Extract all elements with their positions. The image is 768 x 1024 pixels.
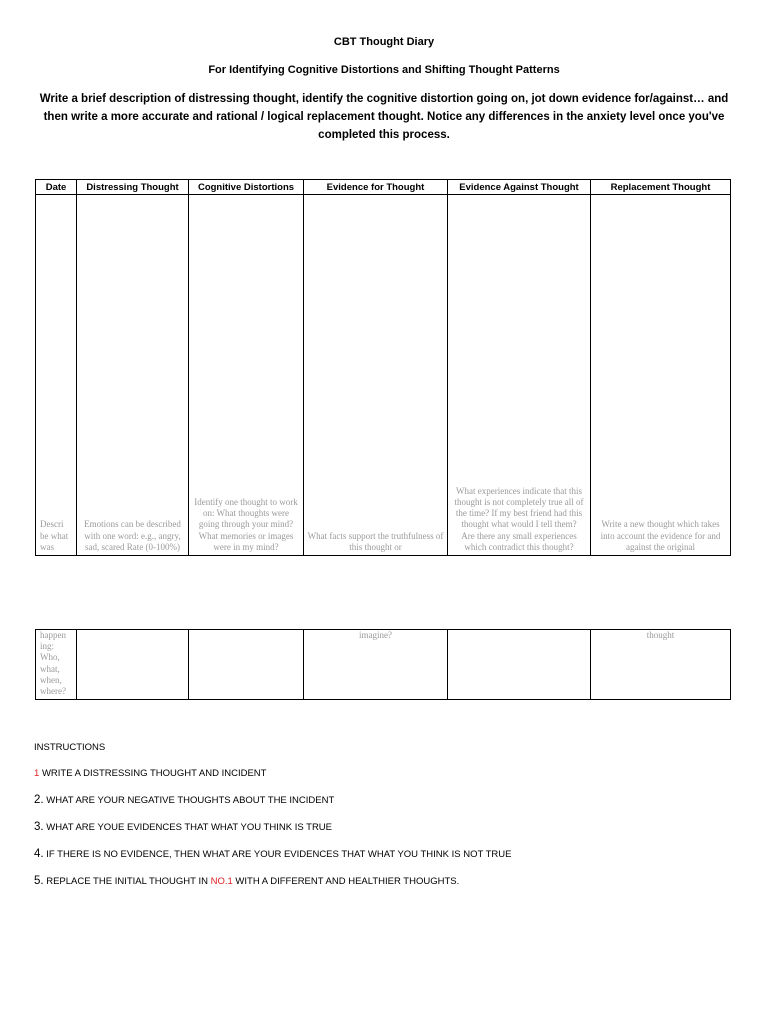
table-row xyxy=(36,195,731,556)
table-header-row xyxy=(36,180,731,195)
date-cell[interactable] xyxy=(36,195,77,556)
document-intro: Write a brief description of distressing thought, identify the cognitive distortion going on, jot down evidence for/against… and then write a more accurate and rational / logical replacement thought. Notice any differences in the anxiety level once you've completed this process. xyxy=(39,93,729,141)
evidence-against-hint-line-2: Are there any small experiences which contradict this thought? xyxy=(461,530,577,552)
cognitive-distortions-cell-continued[interactable] xyxy=(189,630,304,700)
instruction-text: WRITE A DISTRESSING THOUGHT AND INCIDENT xyxy=(41,768,267,779)
header-date: Date xyxy=(36,180,77,195)
instruction-number: 5. xyxy=(34,875,44,887)
instruction-text: WHAT ARE YOUR NEGATIVE THOUGHTS ABOUT THE INCIDENT xyxy=(46,795,335,806)
evidence-against-hint-line-1: What experiences indicate that this thought is not completely true all of the time? If my best friend had this thought what would I tell them? xyxy=(454,485,584,530)
table-row xyxy=(36,630,731,700)
header-replacement-thought: Replacement Thought xyxy=(591,180,731,195)
cognitive-distortions-hint: Identify one thought to work on: What thoughts were going through your mind? What memories or images were in my mind? xyxy=(194,496,298,552)
instructions-section xyxy=(34,742,734,901)
instruction-item-3 xyxy=(34,820,734,835)
instruction-item-4 xyxy=(34,847,734,862)
distressing-thought-cell-continued[interactable] xyxy=(77,630,189,700)
evidence-for-hint-continued: imagine? xyxy=(359,630,392,640)
instruction-number: 2. xyxy=(34,794,44,806)
distressing-thought-cell[interactable] xyxy=(77,195,189,556)
evidence-for-hint: What facts support the truthfulness of this thought or xyxy=(307,530,444,552)
header-evidence-for: Evidence for Thought xyxy=(304,180,448,195)
document-subtitle: For Identifying Cognitive Distortions and Shifting Thought Patterns xyxy=(208,64,560,76)
thought-diary-table-continued xyxy=(35,629,731,700)
evidence-against-cell-continued[interactable] xyxy=(448,630,591,700)
instruction-item-2 xyxy=(34,793,734,808)
instruction-text: WITH A DIFFERENT AND HEALTHIER THOUGHTS. xyxy=(235,876,460,887)
document-title: CBT Thought Diary xyxy=(333,36,435,48)
evidence-for-cell-continued[interactable] xyxy=(304,630,448,700)
replacement-thought-cell-continued[interactable] xyxy=(591,630,731,700)
instructions-title: INSTRUCTIONS xyxy=(34,742,106,753)
distressing-thought-hint: Emotions can be described with one word: e.g., angry, sad, scared Rate (0-100%) xyxy=(84,519,181,552)
date-hint-continued: happen ing: Who, what, when, where? xyxy=(40,630,66,697)
instruction-number: 4. xyxy=(34,848,44,860)
instruction-text: REPLACE THE INITIAL THOUGHT IN xyxy=(46,876,208,887)
instruction-number: 1 xyxy=(34,768,40,779)
evidence-against-cell[interactable] xyxy=(448,195,591,556)
date-cell-continued[interactable] xyxy=(36,630,77,700)
header-cognitive-distortions: Cognitive Distortions xyxy=(189,180,304,195)
replacement-thought-cell[interactable] xyxy=(591,195,731,556)
date-hint: Descri be what was xyxy=(40,519,69,552)
instruction-item-5 xyxy=(34,874,734,889)
thought-diary-table xyxy=(35,179,731,556)
header-evidence-against: Evidence Against Thought xyxy=(448,180,591,195)
cognitive-distortions-cell[interactable] xyxy=(189,195,304,556)
replacement-thought-hint: Write a new thought which takes into account the evidence for and against the original xyxy=(600,519,721,552)
evidence-for-cell[interactable] xyxy=(304,195,448,556)
instruction-item-1 xyxy=(34,767,734,781)
header-distressing-thought: Distressing Thought xyxy=(77,180,189,195)
instruction-text: IF THERE IS NO EVIDENCE, THEN WHAT ARE YOUR EVIDENCES THAT WHAT YOU THINK IS NOT TRUE xyxy=(46,849,512,860)
instruction-reference: NO.1 xyxy=(210,876,233,887)
instruction-text: WHAT ARE YOUE EVIDENCES THAT WHAT YOU THINK IS TRUE xyxy=(46,822,332,833)
instruction-number: 3. xyxy=(34,821,44,833)
evidence-against-hint xyxy=(448,486,590,555)
replacement-thought-hint-continued: thought xyxy=(646,630,675,640)
